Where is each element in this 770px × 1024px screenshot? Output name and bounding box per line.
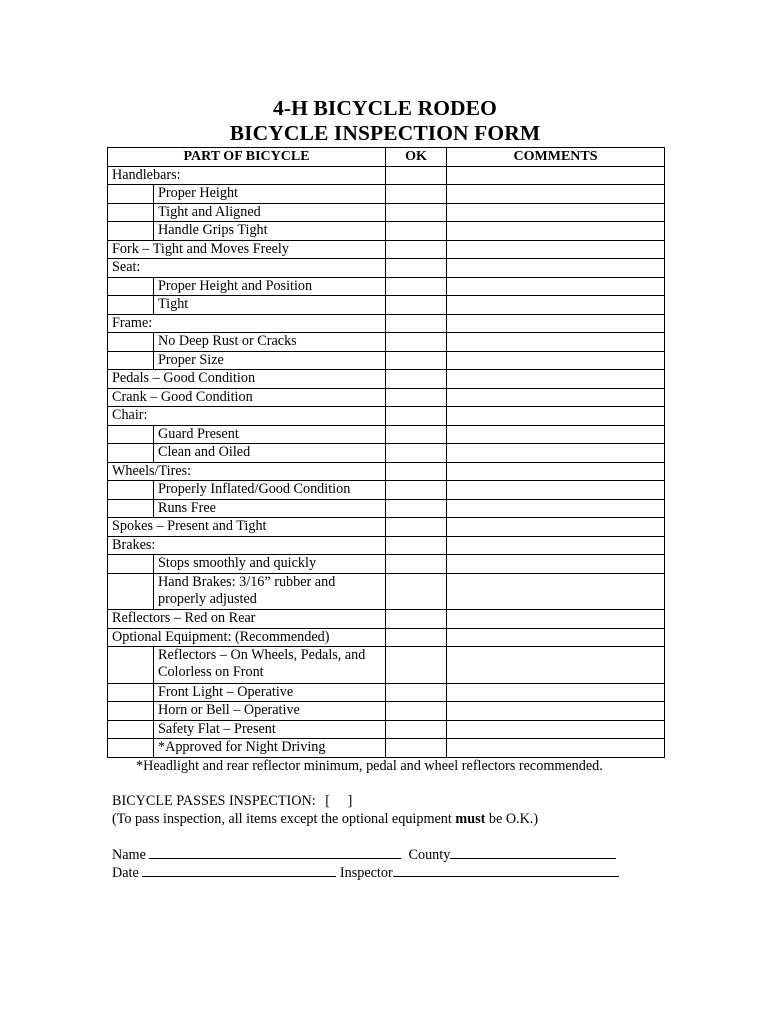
passes-line xyxy=(112,793,352,810)
ok-cell[interactable] xyxy=(386,203,447,222)
comments-cell[interactable] xyxy=(447,370,665,389)
date-inspector-line xyxy=(112,864,619,882)
header-ok: OK xyxy=(386,148,447,167)
item-label: Proper Height and Position xyxy=(154,277,386,296)
table-row xyxy=(108,610,665,629)
comments-cell[interactable] xyxy=(447,610,665,629)
ok-cell[interactable] xyxy=(386,573,447,610)
ok-cell[interactable] xyxy=(386,444,447,463)
table-row xyxy=(108,351,665,370)
table-row xyxy=(108,481,665,500)
ok-cell[interactable] xyxy=(386,518,447,537)
table-row xyxy=(108,425,665,444)
table-row xyxy=(108,555,665,574)
indent-cell xyxy=(108,702,154,721)
inspection-table xyxy=(107,147,665,758)
comments-cell[interactable] xyxy=(447,462,665,481)
comments-cell[interactable] xyxy=(447,203,665,222)
item-label: Front Light – Operative xyxy=(154,683,386,702)
item-label: Reflectors – On Wheels, Pedals, and Colorless on Front xyxy=(154,647,386,684)
table-row xyxy=(108,683,665,702)
passes-checkbox[interactable]: [ ] xyxy=(325,793,353,809)
indent-cell xyxy=(108,351,154,370)
item-label: No Deep Rust or Cracks xyxy=(154,333,386,352)
passes-note xyxy=(112,811,538,828)
comments-cell[interactable] xyxy=(447,259,665,278)
indent-cell xyxy=(108,683,154,702)
item-label: Handle Grips Tight xyxy=(154,222,386,241)
indent-cell xyxy=(108,647,154,684)
ok-cell[interactable] xyxy=(386,536,447,555)
form-title xyxy=(0,96,770,146)
comments-cell[interactable] xyxy=(447,647,665,684)
category-label: Wheels/Tires: xyxy=(108,462,386,481)
ok-cell[interactable] xyxy=(386,296,447,315)
table-row xyxy=(108,240,665,259)
table-row xyxy=(108,536,665,555)
indent-cell xyxy=(108,481,154,500)
table-row xyxy=(108,388,665,407)
indent-cell xyxy=(108,425,154,444)
indent-cell xyxy=(108,203,154,222)
ok-cell[interactable] xyxy=(386,425,447,444)
indent-cell xyxy=(108,296,154,315)
comments-cell[interactable] xyxy=(447,166,665,185)
comments-cell[interactable] xyxy=(447,628,665,647)
category-label: Spokes – Present and Tight xyxy=(108,518,386,537)
indent-cell xyxy=(108,277,154,296)
ok-cell[interactable] xyxy=(386,683,447,702)
ok-cell[interactable] xyxy=(386,185,447,204)
indent-cell xyxy=(108,720,154,739)
ok-cell[interactable] xyxy=(386,739,447,758)
category-label: Brakes: xyxy=(108,536,386,555)
indent-cell xyxy=(108,444,154,463)
comments-cell[interactable] xyxy=(447,481,665,500)
table-row xyxy=(108,185,665,204)
comments-cell[interactable] xyxy=(447,407,665,426)
ok-cell[interactable] xyxy=(386,610,447,629)
table-row xyxy=(108,203,665,222)
ok-cell[interactable] xyxy=(386,166,447,185)
comments-cell[interactable] xyxy=(447,499,665,518)
table-row xyxy=(108,462,665,481)
category-label: Fork – Tight and Moves Freely xyxy=(108,240,386,259)
item-label: Horn or Bell – Operative xyxy=(154,702,386,721)
table-row xyxy=(108,407,665,426)
comments-cell[interactable] xyxy=(447,739,665,758)
indent-cell xyxy=(108,333,154,352)
table-row xyxy=(108,314,665,333)
indent-cell xyxy=(108,185,154,204)
item-label: Tight and Aligned xyxy=(154,203,386,222)
table-row xyxy=(108,444,665,463)
item-label: Runs Free xyxy=(154,499,386,518)
table-row xyxy=(108,296,665,315)
ok-cell[interactable] xyxy=(386,720,447,739)
ok-cell[interactable] xyxy=(386,555,447,574)
table-row xyxy=(108,259,665,278)
comments-cell[interactable] xyxy=(447,555,665,574)
comments-cell[interactable] xyxy=(447,314,665,333)
table-row xyxy=(108,370,665,389)
comments-cell[interactable] xyxy=(447,351,665,370)
passes-note-after: be O.K.) xyxy=(485,811,539,827)
category-label: Pedals – Good Condition xyxy=(108,370,386,389)
date-field[interactable] xyxy=(142,864,336,877)
comments-cell[interactable] xyxy=(447,333,665,352)
ok-cell[interactable] xyxy=(386,388,447,407)
passes-label: BICYCLE PASSES INSPECTION: xyxy=(112,793,316,809)
item-label: Clean and Oiled xyxy=(154,444,386,463)
comments-cell[interactable] xyxy=(447,240,665,259)
indent-cell xyxy=(108,555,154,574)
ok-cell[interactable] xyxy=(386,333,447,352)
indent-cell xyxy=(108,499,154,518)
table-row xyxy=(108,573,665,610)
item-label: Hand Brakes: 3/16” rubber and properly adjusted xyxy=(154,573,386,610)
ok-cell[interactable] xyxy=(386,314,447,333)
table-row xyxy=(108,166,665,185)
ok-cell[interactable] xyxy=(386,259,447,278)
passes-note-before: (To pass inspection, all items except the optional equipment xyxy=(112,811,456,827)
comments-cell[interactable] xyxy=(447,683,665,702)
item-label: Safety Flat – Present xyxy=(154,720,386,739)
item-label: Tight xyxy=(154,296,386,315)
ok-cell[interactable] xyxy=(386,370,447,389)
ok-cell[interactable] xyxy=(386,407,447,426)
table-row xyxy=(108,739,665,758)
footnote: *Headlight and rear reflector minimum, pedal and wheel reflectors recommended. xyxy=(136,758,603,774)
indent-cell xyxy=(108,573,154,610)
comments-cell[interactable] xyxy=(447,720,665,739)
comments-cell[interactable] xyxy=(447,222,665,241)
header-comments: COMMENTS xyxy=(447,148,665,167)
category-label: Frame: xyxy=(108,314,386,333)
category-label: Optional Equipment: (Recommended) xyxy=(108,628,386,647)
comments-cell[interactable] xyxy=(447,518,665,537)
indent-cell xyxy=(108,222,154,241)
table-row xyxy=(108,720,665,739)
ok-cell[interactable] xyxy=(386,277,447,296)
county-label: County xyxy=(408,847,451,863)
table-row xyxy=(108,702,665,721)
table-header-row xyxy=(108,148,665,167)
date-label: Date xyxy=(112,865,139,881)
inspector-field[interactable] xyxy=(393,864,619,877)
passes-note-bold: must xyxy=(455,811,486,827)
item-label: Proper Height xyxy=(154,185,386,204)
table-row xyxy=(108,628,665,647)
item-label: Guard Present xyxy=(154,425,386,444)
category-label: Crank – Good Condition xyxy=(108,388,386,407)
county-field[interactable] xyxy=(450,846,616,859)
comments-cell[interactable] xyxy=(447,185,665,204)
ok-cell[interactable] xyxy=(386,647,447,684)
inspector-label: Inspector xyxy=(339,865,393,881)
table-row xyxy=(108,518,665,537)
ok-cell[interactable] xyxy=(386,462,447,481)
comments-cell[interactable] xyxy=(447,296,665,315)
item-label: Stops smoothly and quickly xyxy=(154,555,386,574)
category-label: Reflectors – Red on Rear xyxy=(108,610,386,629)
category-label: Handlebars: xyxy=(108,166,386,185)
ok-cell[interactable] xyxy=(386,351,447,370)
comments-cell[interactable] xyxy=(447,536,665,555)
ok-cell[interactable] xyxy=(386,240,447,259)
item-label: Proper Size xyxy=(154,351,386,370)
ok-cell[interactable] xyxy=(386,702,447,721)
table-row xyxy=(108,333,665,352)
item-label: Properly Inflated/Good Condition xyxy=(154,481,386,500)
comments-cell[interactable] xyxy=(447,425,665,444)
comments-cell[interactable] xyxy=(447,444,665,463)
table-row xyxy=(108,222,665,241)
table-row xyxy=(108,499,665,518)
comments-cell[interactable] xyxy=(447,573,665,610)
comments-cell[interactable] xyxy=(447,702,665,721)
item-label: *Approved for Night Driving xyxy=(154,739,386,758)
name-label: Name xyxy=(112,847,146,863)
category-label: Seat: xyxy=(108,259,386,278)
name-county-line xyxy=(112,846,616,864)
title-line-1: 4-H BICYCLE RODEO xyxy=(273,96,497,120)
table-row xyxy=(108,647,665,684)
ok-cell[interactable] xyxy=(386,481,447,500)
comments-cell[interactable] xyxy=(447,388,665,407)
name-field[interactable] xyxy=(149,846,401,859)
header-part: PART OF BICYCLE xyxy=(108,148,386,167)
category-label: Chair: xyxy=(108,407,386,426)
ok-cell[interactable] xyxy=(386,222,447,241)
indent-cell xyxy=(108,739,154,758)
ok-cell[interactable] xyxy=(386,499,447,518)
comments-cell[interactable] xyxy=(447,277,665,296)
ok-cell[interactable] xyxy=(386,628,447,647)
table-row xyxy=(108,277,665,296)
title-line-2: BICYCLE INSPECTION FORM xyxy=(229,121,541,145)
